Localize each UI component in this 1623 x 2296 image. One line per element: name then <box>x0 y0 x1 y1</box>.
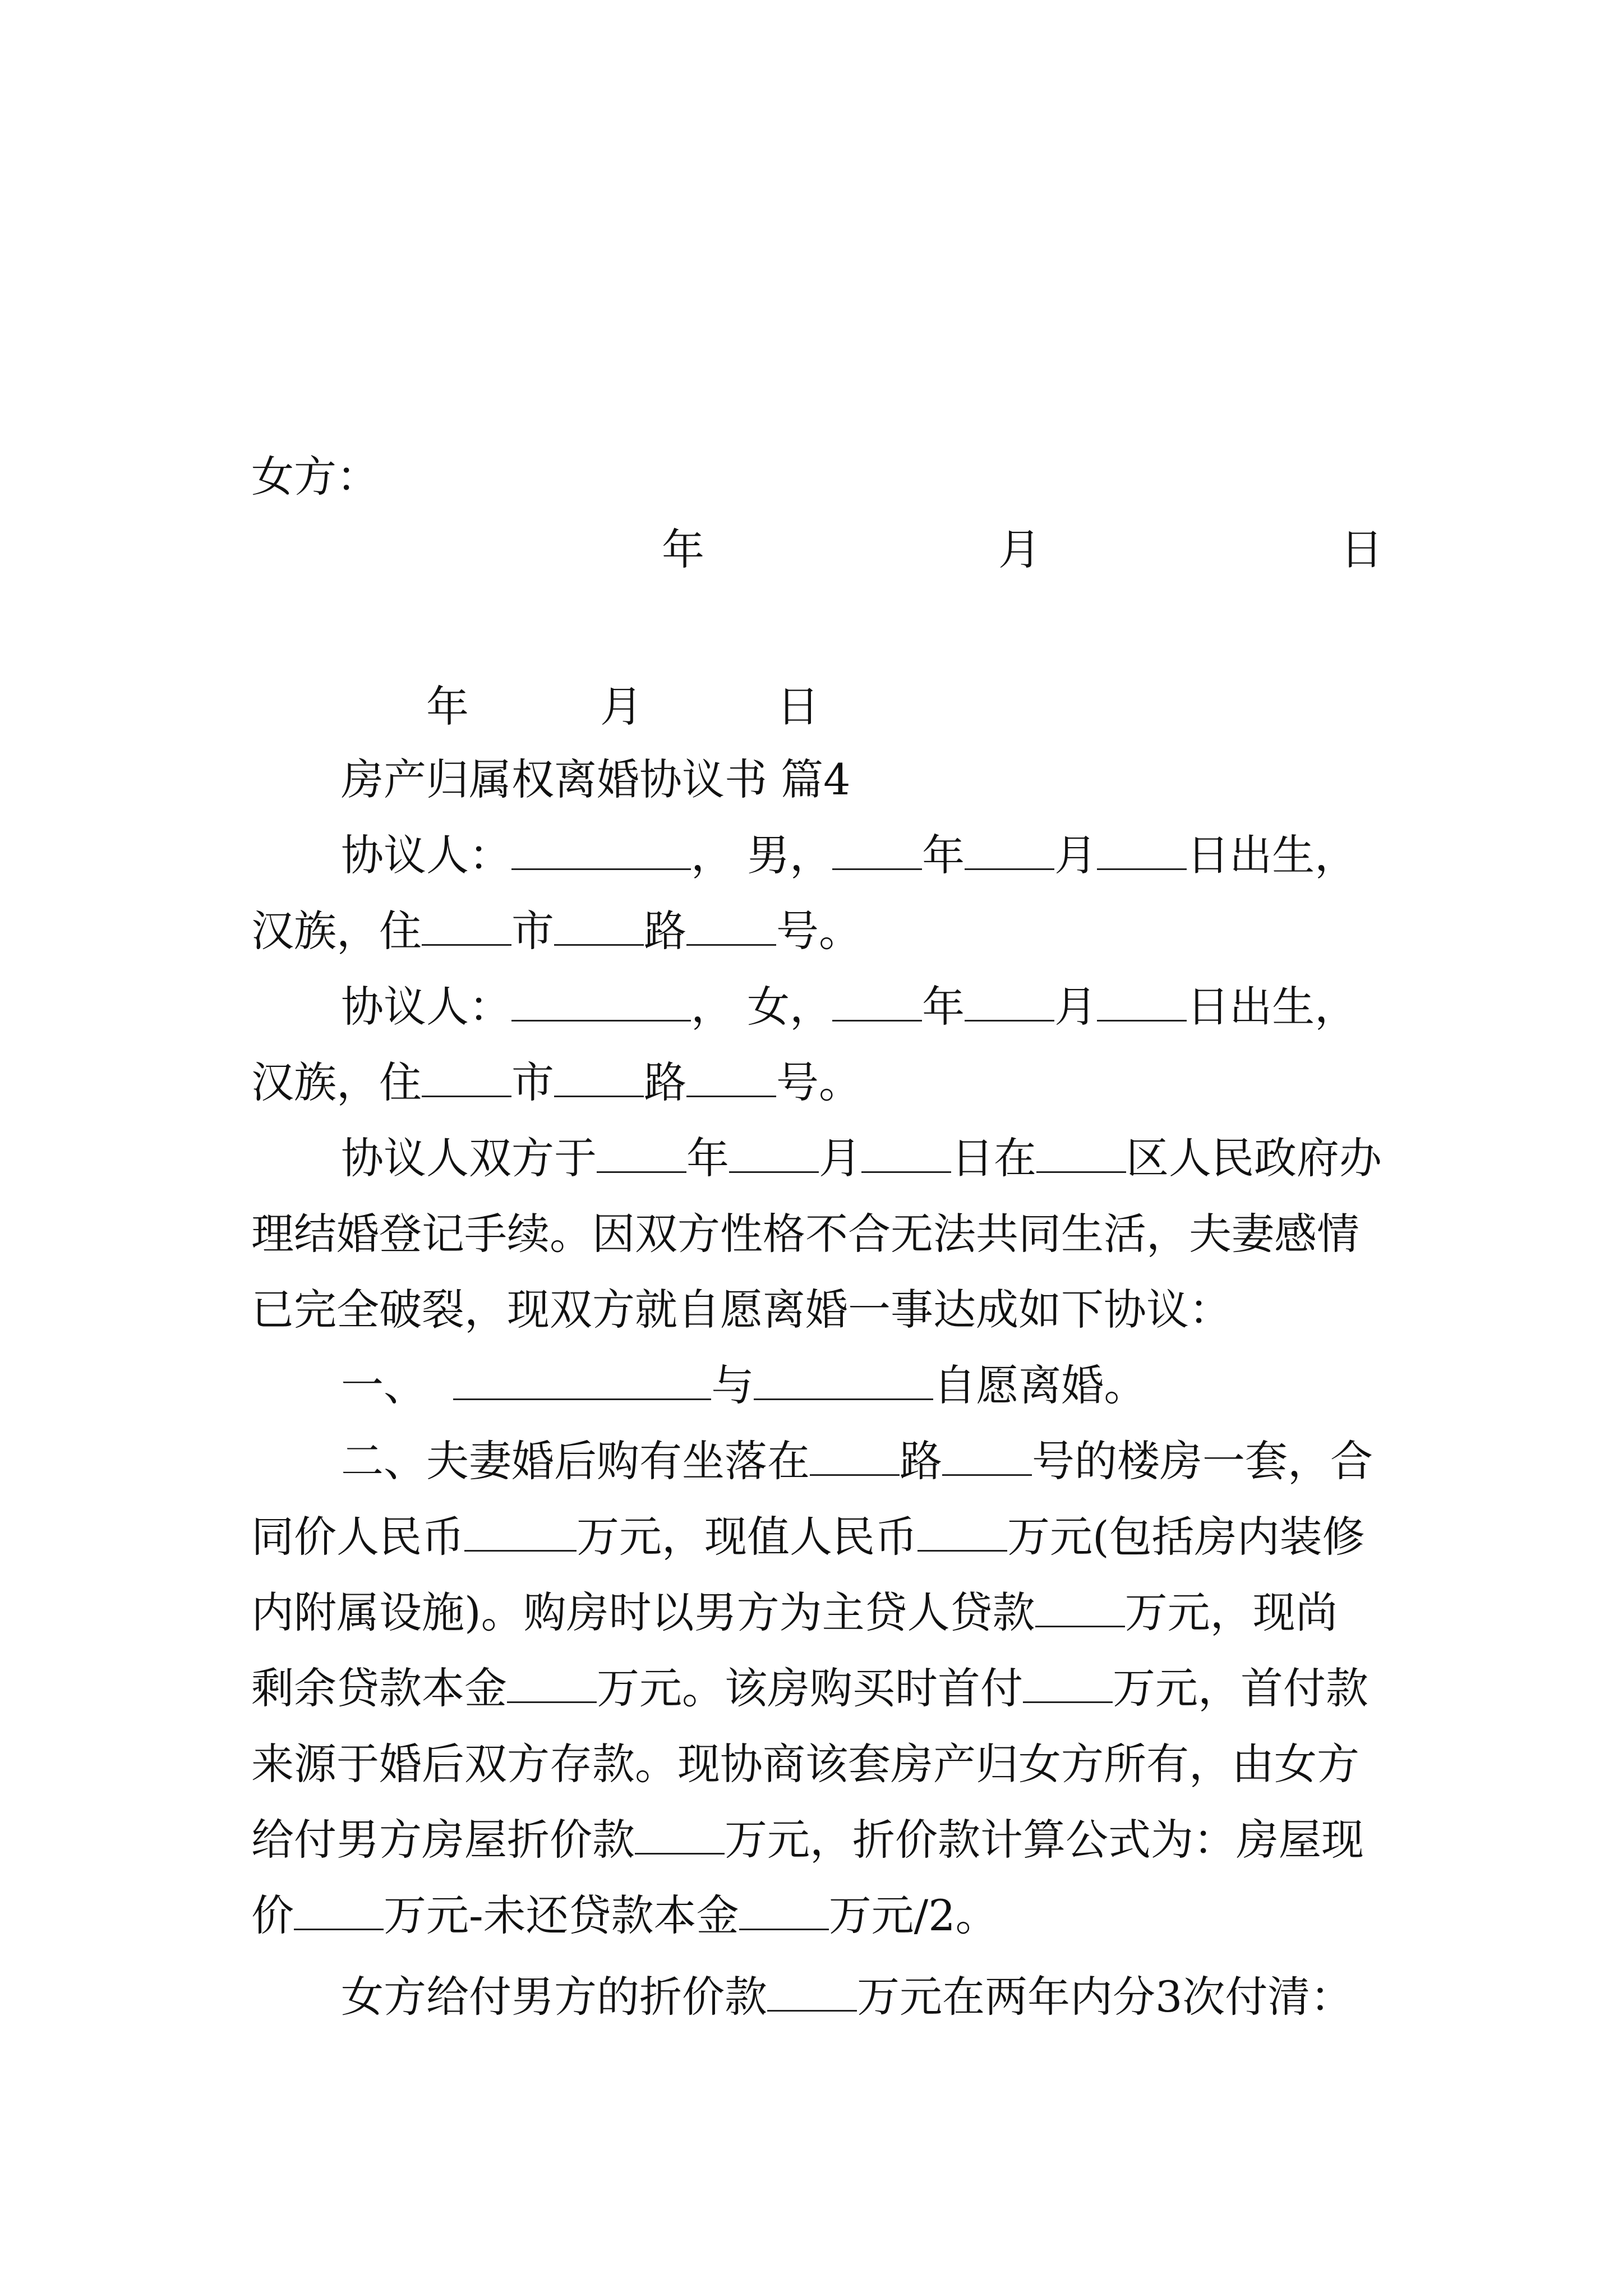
clause-2-line-1 <box>341 1433 1373 1489</box>
party-man-born: 日出生， <box>1187 830 1358 880</box>
clause-2-text: 万元/2。 <box>828 1890 998 1940</box>
clause-1-with: 与 <box>711 1360 754 1410</box>
date-day-2: 日 <box>777 682 819 731</box>
blank-city <box>422 1055 511 1097</box>
blank-payment-amount <box>767 1970 857 2012</box>
section-title: 房产归属权离婚协议书 篇4 <box>341 754 851 804</box>
date-year-2: 年 <box>426 682 469 731</box>
blank-month <box>965 979 1054 1022</box>
blank-day <box>1097 828 1187 870</box>
blank-month <box>729 1131 819 1173</box>
blank-number <box>686 904 776 946</box>
clause-2-line-4 <box>251 1660 1368 1717</box>
party-woman-gender: ， 女， <box>691 982 833 1032</box>
payment-text: 万元在两年内分3次付清： <box>857 1972 1353 2022</box>
intro-day: 日在 <box>951 1133 1036 1183</box>
payment-line-1 <box>341 1969 1353 2025</box>
clause-2-text: 万元-未还贷款本金 <box>384 1890 739 1940</box>
blank-number <box>942 1434 1032 1476</box>
blank-current-value <box>917 1510 1007 1552</box>
party-woman-city: 市 <box>511 1057 554 1107</box>
intro-line-1 <box>341 1130 1382 1186</box>
intro-line-2: 理结婚登记手续。因双方性格不合无法共同生活，夫妻感情 <box>251 1209 1359 1259</box>
blank-loan <box>1035 1585 1125 1627</box>
party-woman-year: 年 <box>922 982 965 1032</box>
clause-2-text: 剩余贷款本金 <box>251 1663 507 1713</box>
party-man-prefix: 协议人： <box>341 830 511 880</box>
blank-man-name <box>453 1358 711 1400</box>
blank-contract-price <box>464 1510 577 1552</box>
clause-2-text: 二、夫妻婚后购有坐落在 <box>341 1436 810 1486</box>
blank-name <box>511 828 691 870</box>
blank-number <box>686 1055 776 1097</box>
party-woman-month: 月 <box>1054 982 1098 1032</box>
clause-2-text: 给付男方房屋折价款 <box>251 1815 635 1865</box>
intro-line-3: 已完全破裂，现双方就自愿离婚一事达成如下协议： <box>251 1285 1232 1335</box>
intro-year: 年 <box>686 1133 729 1183</box>
clause-2-line-3 <box>251 1585 1338 1641</box>
clause-2-text: 万元，首付款 <box>1113 1663 1368 1713</box>
blank-city <box>422 904 511 946</box>
blank-road <box>554 904 644 946</box>
blank-compensation <box>635 1812 725 1855</box>
blank-current-price <box>294 1888 384 1930</box>
clause-1-number: 一、 <box>341 1360 426 1410</box>
clause-2-line-2 <box>251 1509 1365 1565</box>
clause-2-line-7 <box>251 1888 998 1944</box>
blank-day <box>1097 979 1187 1022</box>
clause-2-text: 号的楼房一套，合 <box>1032 1436 1373 1486</box>
clause-2-text: 万元，折价款计算公式为：房屋现 <box>725 1815 1364 1865</box>
blank-year <box>832 828 922 870</box>
party-man-number: 号。 <box>776 906 861 956</box>
blank-unpaid-principal <box>739 1888 829 1930</box>
blank-remaining-principal <box>507 1661 597 1703</box>
date-month-1: 月 <box>998 524 1041 574</box>
blank-woman-name <box>754 1358 933 1400</box>
payment-text: 女方给付男方的折价款 <box>341 1972 767 2022</box>
party-man-month: 月 <box>1054 830 1098 880</box>
party-man-road: 路 <box>644 906 686 956</box>
clause-2-text: 万元，现值人民币 <box>577 1512 917 1562</box>
intro-district: 区人民政府办 <box>1126 1133 1382 1183</box>
clause-2-line-5: 来源于婚后双方存款。现协商该套房产归女方所有，由女方 <box>251 1739 1359 1789</box>
clause-1 <box>341 1358 1146 1414</box>
blank-road <box>554 1055 644 1097</box>
woman-signature-label: 女方： <box>251 452 379 501</box>
clause-2-text: 内附属设施)。购房时以男方为主贷人贷款 <box>251 1588 1035 1637</box>
party-man-year: 年 <box>922 830 965 880</box>
intro-text-1: 协议人双方于 <box>341 1133 597 1183</box>
clause-2-text: 万元，现尚 <box>1124 1588 1338 1637</box>
clause-2-text: 万元(包括房内装修 <box>1007 1512 1365 1562</box>
party-man-gender: ， 男， <box>691 830 833 880</box>
intro-month: 月 <box>819 1133 861 1183</box>
party-woman-line-1 <box>341 979 1357 1035</box>
party-man-ethnicity: 汉族，住 <box>251 906 422 956</box>
date-day-1: 日 <box>1340 524 1383 574</box>
clause-2-text: 万元。该房购买时首付 <box>597 1663 1023 1713</box>
blank-name <box>511 979 691 1022</box>
party-woman-road: 路 <box>644 1057 686 1107</box>
party-woman-ethnicity: 汉族，住 <box>251 1057 422 1107</box>
date-month-2: 月 <box>600 682 643 731</box>
blank-year <box>597 1131 686 1173</box>
clause-2-text: 价 <box>251 1890 294 1940</box>
blank-year <box>832 979 922 1022</box>
clause-2-line-6 <box>251 1812 1364 1868</box>
clause-2-text: 同价人民币 <box>251 1512 464 1562</box>
blank-month <box>965 828 1054 870</box>
party-man-city: 市 <box>511 906 554 956</box>
blank-down-payment <box>1023 1661 1113 1703</box>
blank-district <box>1036 1131 1126 1173</box>
party-man-line-1 <box>341 827 1357 884</box>
blank-road <box>810 1434 900 1476</box>
date-year-1: 年 <box>662 524 704 574</box>
blank-day <box>861 1131 951 1173</box>
party-woman-born: 日出生， <box>1187 982 1358 1032</box>
party-man-line-2 <box>251 903 861 959</box>
party-woman-line-2 <box>251 1055 861 1111</box>
party-woman-prefix: 协议人： <box>341 982 511 1032</box>
clause-2-road: 路 <box>900 1436 942 1486</box>
clause-1-end: 自愿离婚。 <box>933 1360 1147 1410</box>
party-woman-number: 号。 <box>776 1057 861 1107</box>
